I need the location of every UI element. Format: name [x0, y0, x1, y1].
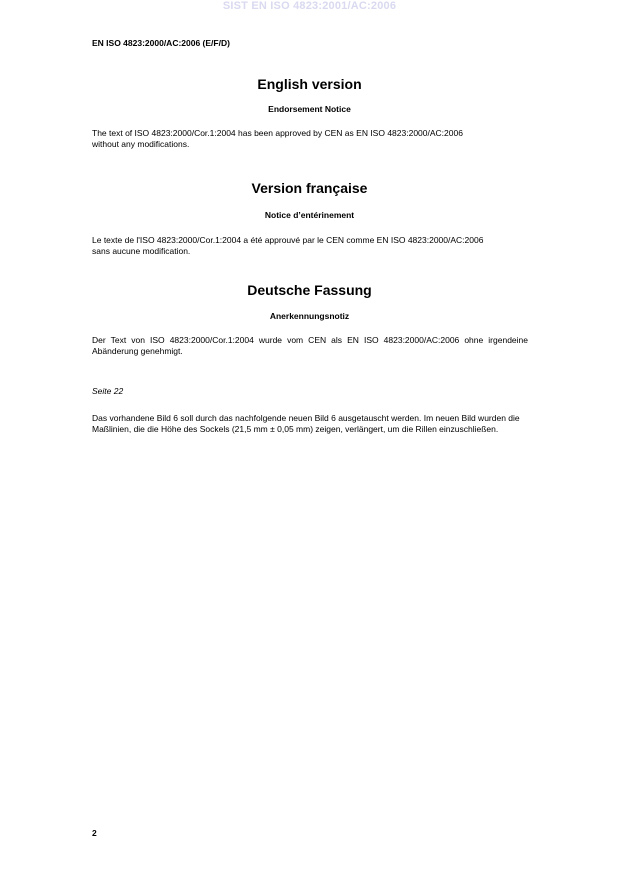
amendment-text: Das vorhandene Bild 6 soll durch das nachfolgende neuen Bild 6 ausgetauscht werden. Im neuen Bild wurden die Maßlinien, die die Höhe des Sockels (21,5 mm ± 0,05 mm) zeigen, verlängert, um die Rillen einzuschließen. [92, 413, 520, 434]
english-version-title: English version [257, 76, 362, 92]
german-endorsement-heading: Anerkennungsnotiz [269, 311, 350, 321]
german-version-title: Deutsche Fassung [247, 282, 372, 298]
english-endorsement-text: The text of ISO 4823:2000/Cor.1:2004 has been approved by CEN as EN ISO 4823:2000/AC:2006 without any modifications. [92, 128, 463, 149]
french-endorsement-heading: Notice d’entérinement [264, 210, 355, 220]
english-endorsement-heading: Endorsement Notice [268, 104, 351, 114]
document-id-header: EN ISO 4823:2000/AC:2006 (E/F/D) [92, 38, 230, 48]
watermark-text: SIST EN ISO 4823:2001/AC:2006 [222, 0, 397, 12]
german-endorsement-text: Der Text von ISO 4823:2000/Cor.1:2004 wurde vom CEN als EN ISO 4823:2000/AC:2006 ohne irgendeine Abänderung genehmigt. [92, 335, 528, 356]
french-endorsement-text: Le texte de l'ISO 4823:2000/Cor.1:2004 a été approuvé par le CEN comme EN ISO 4823:2000/AC:2006 sans aucune modification. [92, 235, 484, 256]
page-reference: Seite 22 [92, 386, 124, 396]
page-number: 2 [92, 828, 97, 838]
french-version-title: Version française [251, 180, 368, 196]
